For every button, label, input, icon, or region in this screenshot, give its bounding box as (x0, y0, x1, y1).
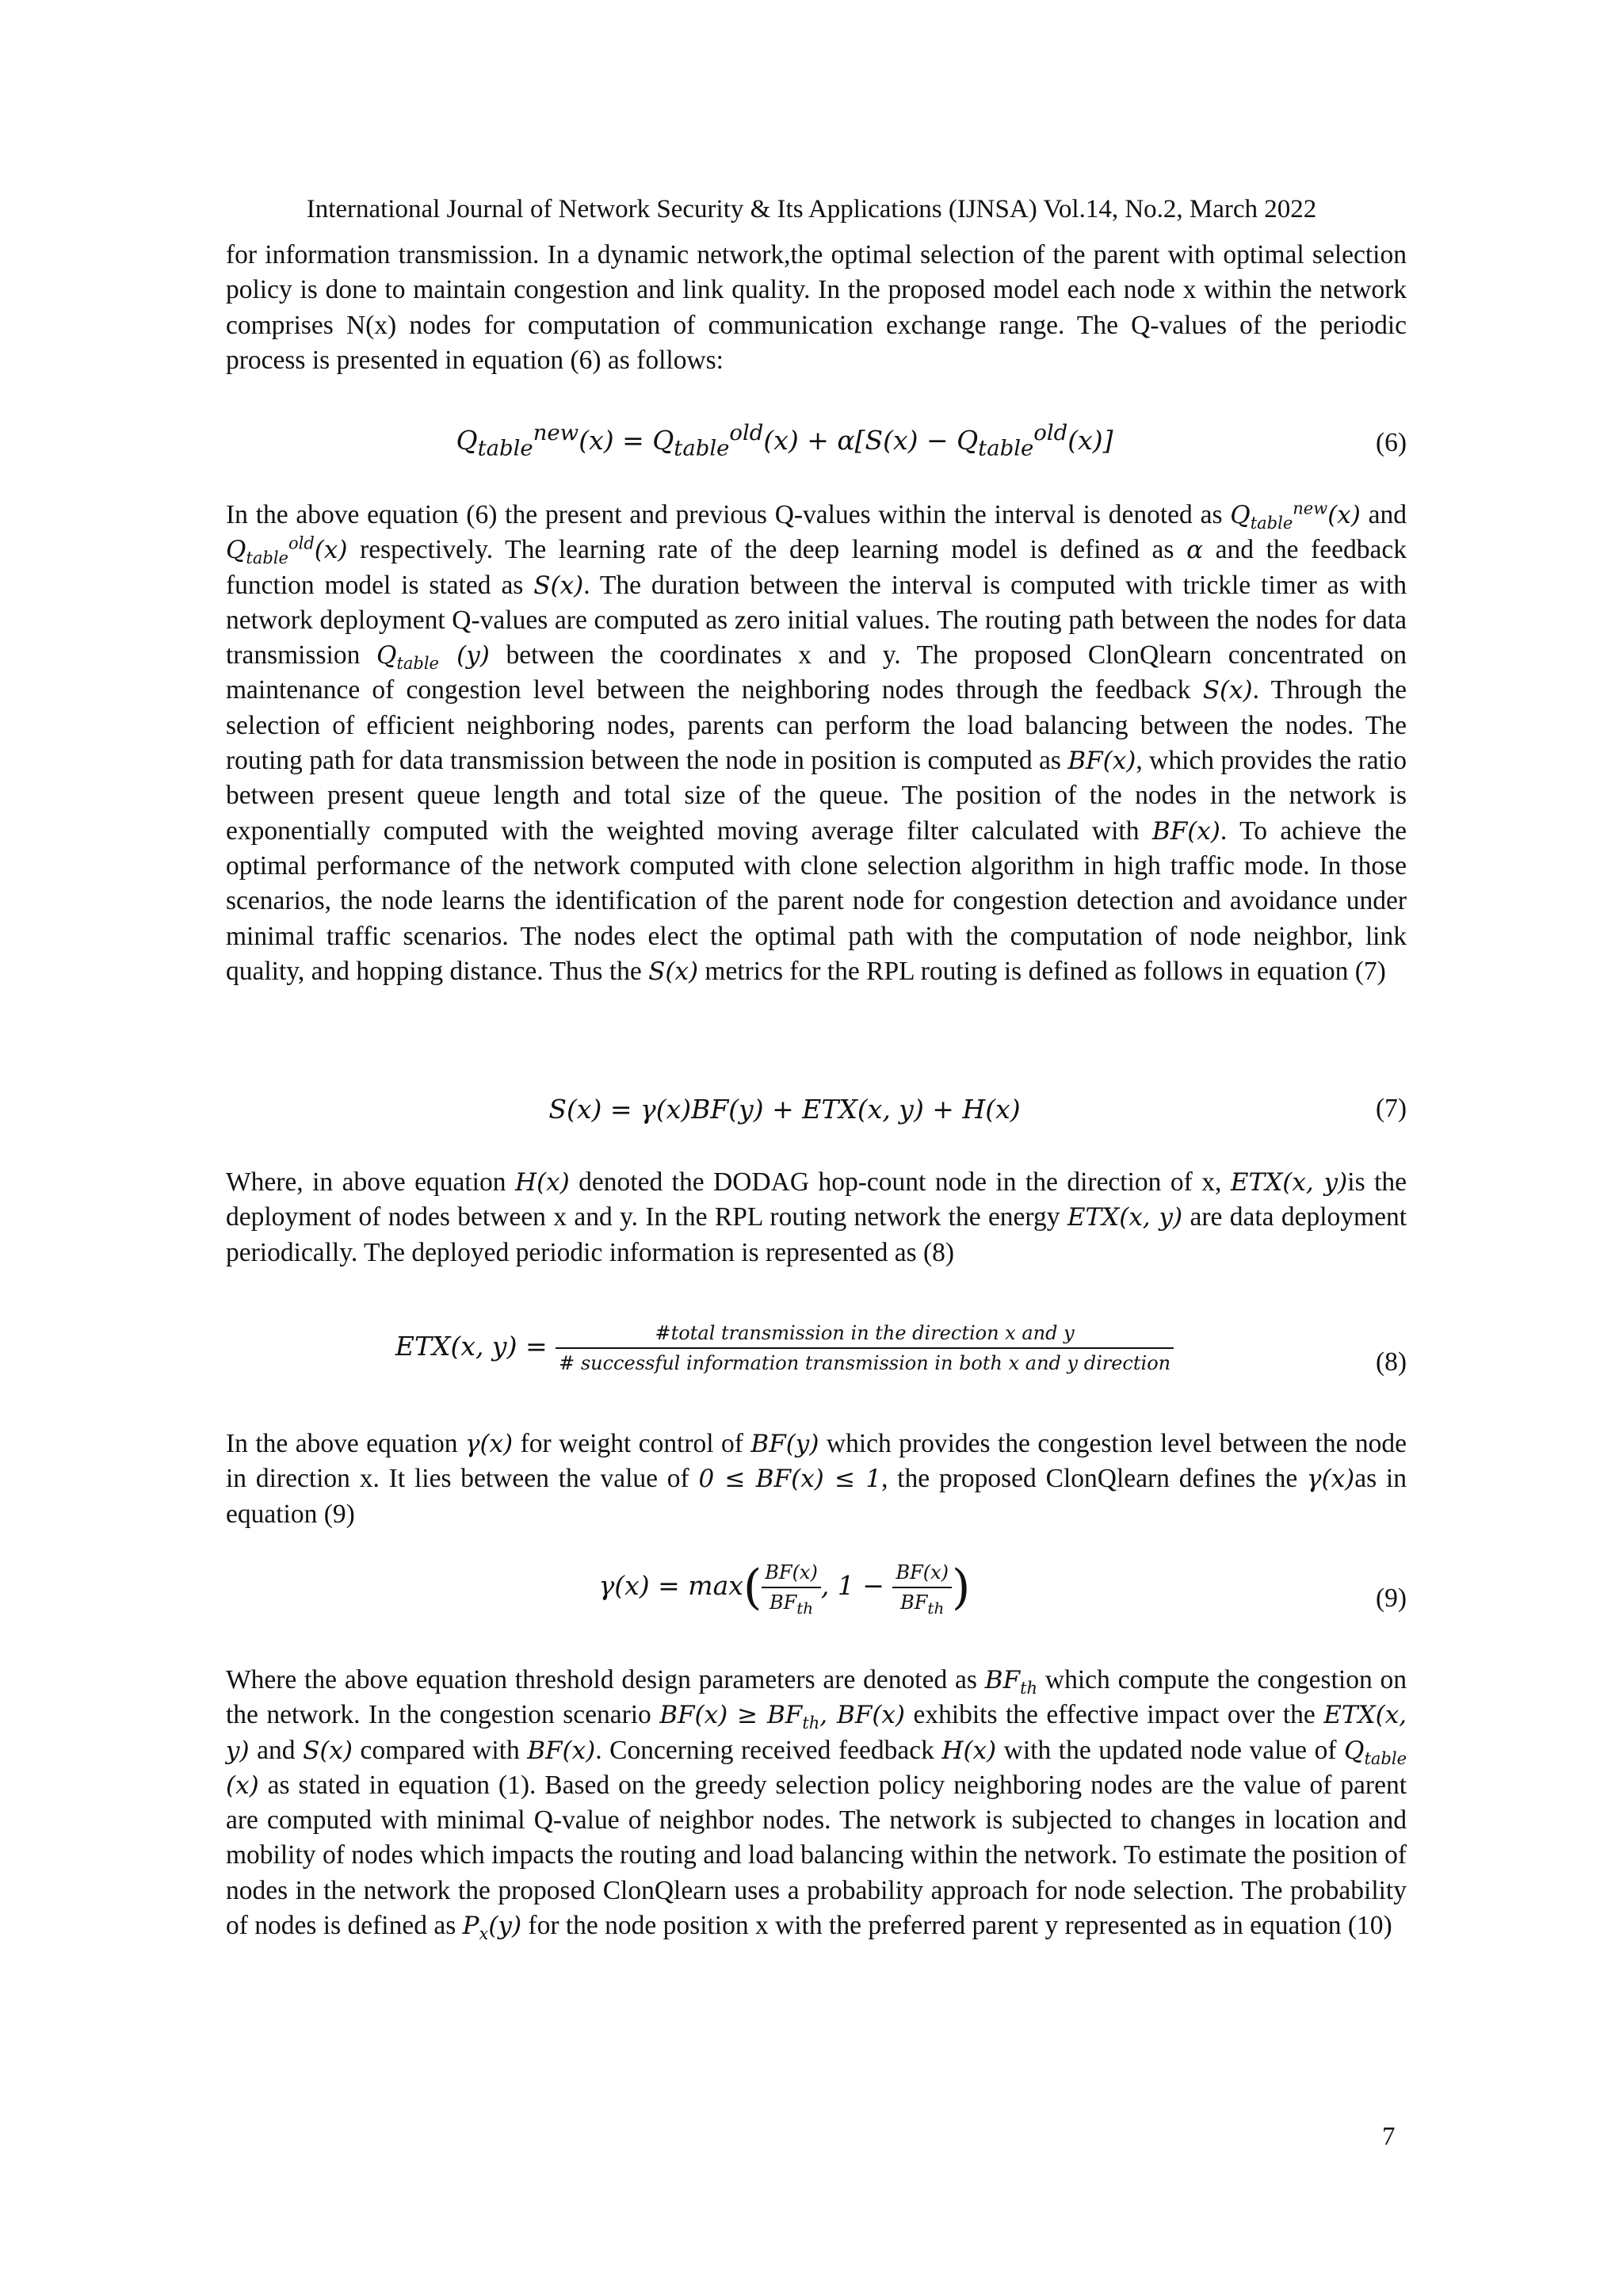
equation-8-denominator: # successful information transmission in both x and y direction (559, 1352, 1171, 1374)
journal-header: International Journal of Network Security & Its Applications (IJNSA) Vol.14, No.2, March 2022 (306, 195, 1317, 223)
equation-7 (226, 1086, 1407, 1149)
paragraph-1: for information transmission. In a dynamic network,the optimal selection of the parent with optimal selection policy is done to maintain congestion and link quality. In the proposed model each node x within the network comprises N(x) nodes for computation of communication exchange range. The Q-values of the periodic process is presented in equation (6) as follows: (226, 240, 1407, 375)
equation-7-expr: S(x) = γ(x)BF(y) + ETX(x, y) + H(x) (548, 1094, 1021, 1125)
equation-8-number: (8) (1375, 1347, 1407, 1377)
paragraph-4: In the above equation γ(x) for weight control of BF(y) which provides the congestion level between the node in direction x. It lies between the value of 0 ≤ BF(x) ≤ 1, the proposed ClonQlearn defines the γ(x)as in equation (9) (226, 1429, 1407, 1529)
paragraph-2: In the above equation (6) the present and previous Q-values within the interval is denoted as $Q_{table}^{new}(x)$ and $Q_{table}^{old}(x)$ respectively. The learning rate of the deep learning model is defined as α and the feedback function model is stated as S(x). The duration between the interval is computed with trickle timer as with network deployment Q-values are computed as zero initial values. The routing path between the nodes for data transmission $Q_{table}$ (y) between the coordinates x and y. The proposed ClonQlearn concentrated on maintenance of congestion level between the neighboring nodes through the feedback S(x). Through the selection of efficient neighboring nodes, parents can perform the load balancing between the nodes. The routing path for data transmission between the node in position is computed as BF(x), which provides the ratio between present queue length and total size of the queue. The position of the nodes in the network is exponentially computed with the weighted moving average filter calculated with BF(x). To achieve the optimal performance of the network computed with clone selection algorithm in high traffic mode. In those scenarios, the node learns the identification of the parent node for congestion detection and avoidance under minimal traffic scenarios. The nodes elect the optimal path with the computation of node neighbor, link quality, and hopping distance. Thus the S(x) metrics for the RPL routing is defined as follows in equation (7) (226, 499, 1407, 986)
paragraph-5: Where the above equation threshold design parameters are denoted as $BF_{th}$ which compute the congestion on the network. In the congestion scenario $BF(x) \ge BF_{th}$, BF(x) exhibits the effective impact over the ETX(x, y) and S(x) compared with BF(x). Concerning received feedback H(x) with the updated node value of $Q_{table}$ (x) as stated in equation (1). Based on the greedy selection policy neighboring nodes are the value of parent are computed with minimal Q-value of neighbor nodes. The network is subjected to changes in location and mobility of nodes which impacts the routing and load balancing within the network. To estimate the position of nodes in the network the proposed ClonQlearn uses a probability approach for node selection. The probability of nodes is defined as $P_x(y)$ for the node position x with the preferred parent y represented as in equation (10) (226, 1665, 1407, 1944)
equation-7-number: (7) (1375, 1094, 1407, 1123)
equation-9: γ(x) = max( $\frac{BF(x)}{BF_{th}}$ , 1 − $\frac{BF(x)}{BF_{th}}$ ) (9) (598, 1560, 1407, 1618)
equation-9-number: (9) (1375, 1584, 1407, 1613)
page-number: 7 (1382, 2122, 1396, 2151)
equation-8: ETX(x, y) = #total transmission in the direction x and y # successful information transmission in both x and y direction (8) (395, 1322, 1407, 1377)
equation-6-number: (6) (1375, 428, 1407, 457)
equation-8-numerator: #total transmission in the direction x and y (556, 1322, 1174, 1349)
equation-6: $Q_{table}^{new}(x) = Q_{table}^{old}(x) + \alpha[S(x) - Q_{table}^{old}(x)]$ (6) (456, 420, 1407, 461)
paragraph-3: Where, in above equation H(x) denoted the DODAG hop-count node in the direction of x, ETX(x, y)is the deployment of nodes between x and y. In the RPL routing network the energy ETX(x, y) are data deployment periodically. The deployed periodic information is represented as (8) (226, 1167, 1407, 1267)
